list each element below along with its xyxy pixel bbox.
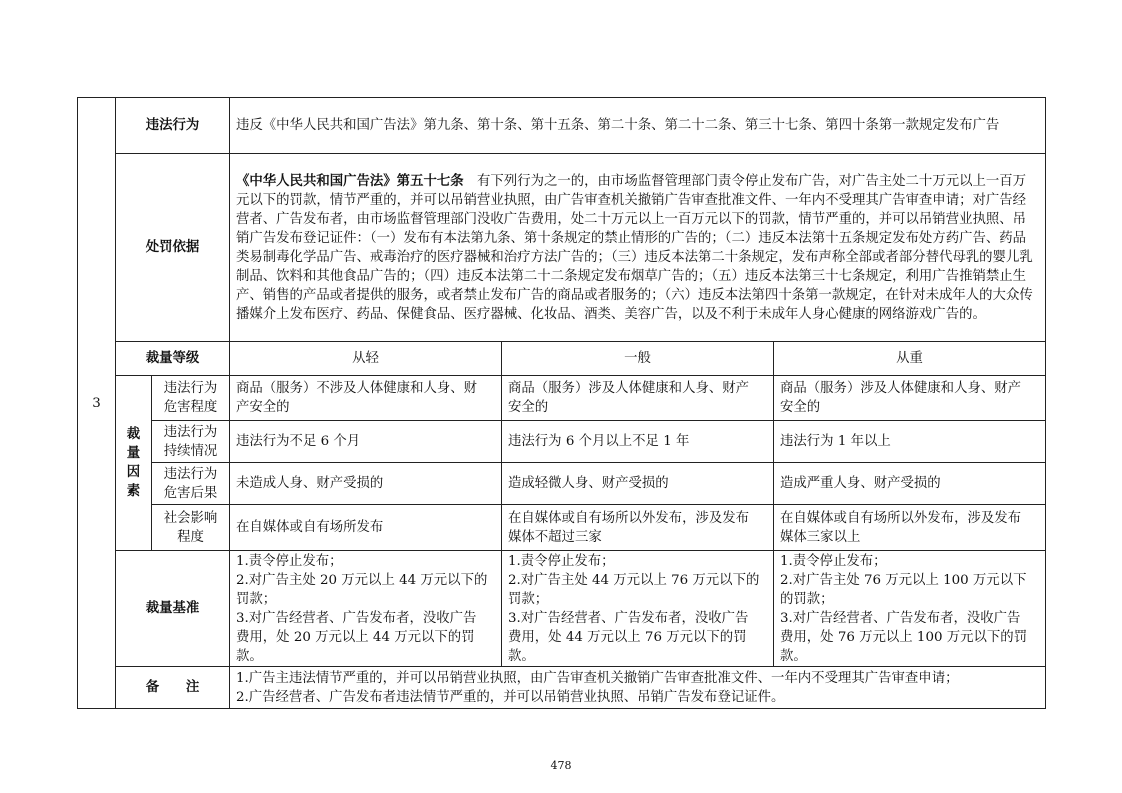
- violation-row: [78, 98, 1046, 154]
- factor-value-heavy: 商品（服务）涉及人体健康和人身、财产 安全的: [774, 376, 1046, 421]
- remarks-row: [78, 667, 1046, 709]
- penalty-discretion-table: [77, 97, 1046, 709]
- factor-value-heavy: 在自媒体或自有场所以外发布，涉及发布 媒体三家以上: [774, 505, 1046, 551]
- factor-value-normal: 造成轻微人身、财产受损的: [502, 463, 774, 505]
- factor-value-heavy: 造成严重人身、财产受损的: [774, 463, 1046, 505]
- standard-row: [78, 551, 1046, 667]
- basis-cell: [230, 154, 1046, 342]
- factor-value-light: 未造成人身、财产受损的: [230, 463, 502, 505]
- factor-name: 违法行为 危害后果: [152, 463, 230, 505]
- violation-text: 违反《中华人民共和国广告法》第九条、第十条、第十五条、第二十条、第二十二条、第三十七条、第四十条第一款规定发布广告: [230, 98, 1046, 154]
- standard-label: 裁量基准: [116, 551, 230, 667]
- factor-value-heavy: 违法行为 1 年以上: [774, 421, 1046, 463]
- page-number: 478: [550, 759, 572, 772]
- factor-value-normal: 商品（服务）涉及人体健康和人身、财产 安全的: [502, 376, 774, 421]
- level-heavy: 从重: [774, 342, 1046, 376]
- factor-value-normal: 违法行为 6 个月以上不足 1 年: [502, 421, 774, 463]
- level-light: 从轻: [230, 342, 502, 376]
- factors-label: [116, 376, 152, 551]
- basis-label: 处罚依据: [116, 154, 230, 342]
- factor-name: 违法行为 持续情况: [152, 421, 230, 463]
- factors-label-char: 素: [126, 484, 141, 499]
- factors-label-char: 裁: [126, 427, 141, 442]
- factors-label-char: 因: [126, 465, 141, 480]
- factor-row: [78, 505, 1046, 551]
- factors-label-char: 量: [126, 446, 141, 461]
- item-number: 3: [78, 98, 116, 709]
- factor-value-light: 违法行为不足 6 个月: [230, 421, 502, 463]
- factor-row: [78, 421, 1046, 463]
- levels-label: 裁量等级: [116, 342, 230, 376]
- basis-row: [78, 154, 1046, 342]
- standard-normal: 1.责令停止发布； 2.对广告主处 44 万元以上 76 万元以下的 罚款； 3.对广告经营者、广告发布者，没收广告 费用，处 44 万元以上 76 万元以下的罚款。: [502, 551, 774, 667]
- factor-row: [78, 376, 1046, 421]
- factor-value-light: 商品（服务）不涉及人体健康和人身、财 产安全的: [230, 376, 502, 421]
- factor-name: 违法行为 危害程度: [152, 376, 230, 421]
- basis-article: 《中华人民共和国广告法》第五十七条: [236, 173, 464, 189]
- level-normal: 一般: [502, 342, 774, 376]
- standard-heavy: 1.责令停止发布； 2.对广告主处 76 万元以上 100 万元以下 的罚款； 3.对广告经营者、广告发布者，没收广告 费用，处 76 万元以上 100 万元以下的罚 款。: [774, 551, 1046, 667]
- remarks-text: 1.广告主违法情节严重的，并可以吊销营业执照，由广告审查机关撤销广告审查批准文件、一年内不受理其广告审查申请； 2.广告经营者、广告发布者违法情节严重的，并可以吊销营业执照、吊销广告发布登记证件。: [230, 667, 1046, 709]
- factor-value-light: 在自媒体或自有场所发布: [230, 505, 502, 551]
- factor-value-normal: 在自媒体或自有场所以外发布，涉及发布 媒体不超过三家: [502, 505, 774, 551]
- violation-label: 违法行为: [116, 98, 230, 154]
- standard-light: 1.责令停止发布； 2.对广告主处 20 万元以上 44 万元以下的 罚款； 3.对广告经营者、广告发布者，没收广告 费用，处 20 万元以上 44 万元以下的罚款。: [230, 551, 502, 667]
- factor-name: 社会影响 程度: [152, 505, 230, 551]
- basis-text: 有下列行为之一的，由市场监督管理部门责令停止发布广告，对广告主处二十万元以上一百万元以下的罚款，情节严重的，并可以吊销营业执照，由广告审查机关撤销广告审查批准文件、一年内不受理其广告审查申请；对广告经营者、广告发布者，由市场监督管理部门没收广告费用，处二十万元以上一百万元以下的罚款，情节严重的，并可以吊销营业执照、吊销广告发布登记证件：（一）发布有本法第九条、第十条规定的禁止情形的广告的；（二）违反本法第十五条规定发布处方药广告、药品类易制毒化学品广告、戒毒治疗的医疗器械和治疗方法广告的；（三）违反本法第二十条规定，发布声称全部或者部分替代母乳的婴儿乳制品、饮料和其他食品广告的；（四）违反本法第二十二条规定发布烟草广告的；（五）违反本法第三十七条规定，利用广告推销禁止生产、销售的产品或者提供的服务，或者禁止发布广告的商品或者服务的；（六）违反本法第四十条第一款规定，在针对未成年人的大众传播媒介上发布医疗、药品、保健食品、医疗器械、化妆品、酒类、美容广告，以及不利于未成年人身心健康的网络游戏广告的。: [236, 173, 1033, 322]
- factor-row: [78, 463, 1046, 505]
- remarks-label: 备 注: [116, 667, 230, 709]
- levels-row: [78, 342, 1046, 376]
